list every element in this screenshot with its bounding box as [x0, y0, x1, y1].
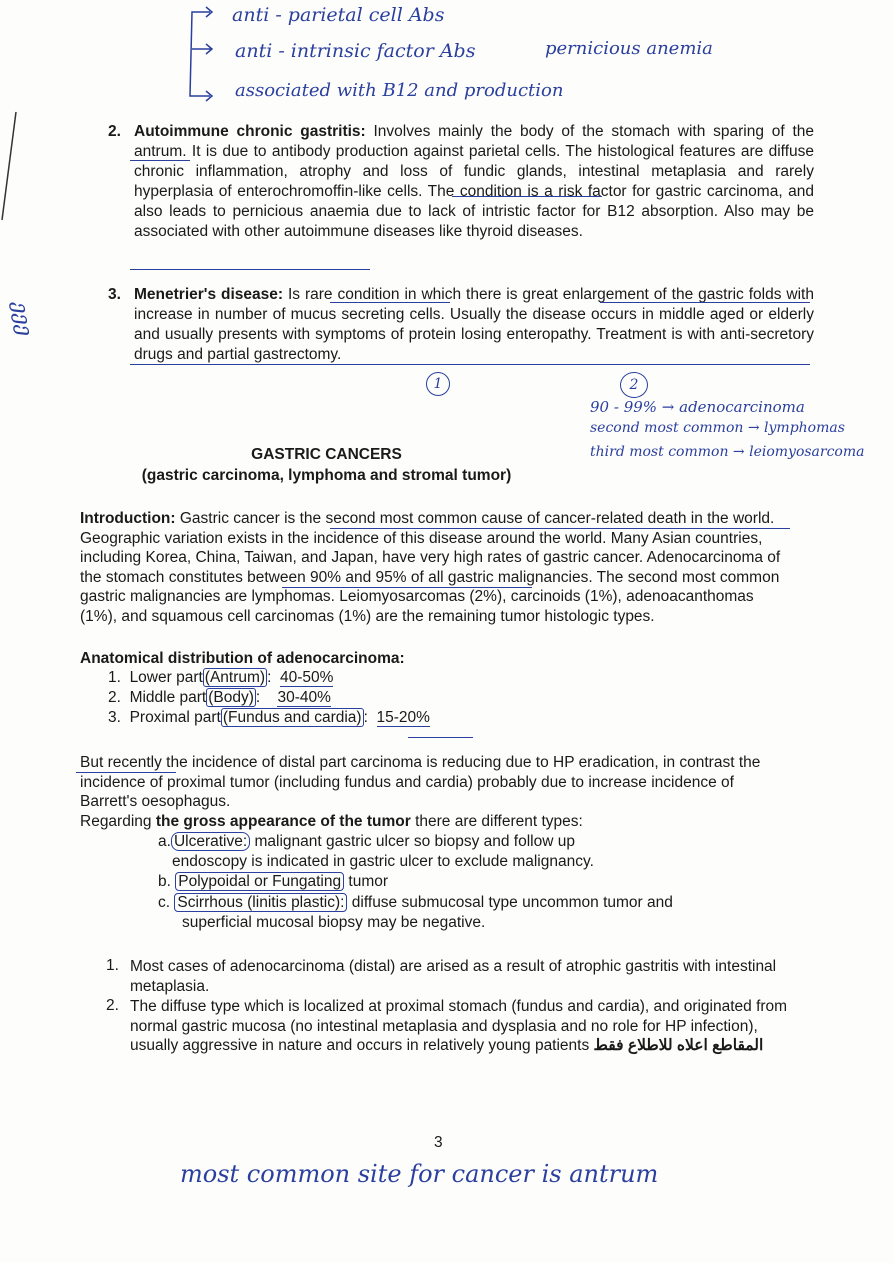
antrum-circled: (Antrum) [204, 669, 266, 686]
type-a-continued: endoscopy is indicated in gastric ulcer to exclude malignancy. [172, 853, 594, 870]
polypoidal-circled: Polypoidal or Fungating [175, 872, 344, 891]
pen-underline [600, 302, 810, 303]
anatomical-item-1: 1. Lower part (Antrum) : 40-50% [108, 669, 334, 686]
anatomical-item-3: 3. Proximal part (Fundus and cardia) : 15-20% [108, 709, 430, 726]
handwritten-pernicious: pernicious anemia [545, 38, 713, 59]
pen-underline [282, 587, 532, 588]
section-2-text: Involves mainly the body of the stomach with sparing of the antrum. It is due to antibody production against parietal cells. The histological features are diffuse chronic inflammation, atrophy and loss of fundic glands, intestinal metaplasia and rarely hyperplasia of enterochromoffin-like cells. The condition is a risk factor for gastric carcinoma, and also leads to pernicious anaemia due to lack of intristic factor for B12 absorption. Also may be associated with other autoimmune diseases like thyroid diseases. [134, 123, 814, 240]
type-b: b. Polypoidal or Fungating tumor [158, 873, 389, 890]
pen-underline [330, 528, 790, 529]
scirrhous-circled: Scirrhous (linitis plastic): [174, 893, 347, 912]
circled-number-1: 1 [426, 372, 450, 396]
handwritten-line-2: anti - intrinsic factor Abs [235, 40, 476, 62]
introduction-label: Introduction: [80, 510, 176, 527]
bracket-arrows-drawing [180, 4, 220, 104]
anatomical-heading: Anatomical distribution of adenocarcinoma: [80, 650, 405, 667]
point-2-number: 2. [106, 997, 119, 1014]
section-2-title: Autoimmune chronic gastritis: [134, 123, 366, 140]
type-c: c. Scirrhous (linitis plastic): diffuse submucosal type uncommon tumor and [158, 894, 673, 911]
pen-underline [130, 364, 810, 365]
type-c-continued: superficial mucosal biopsy may be negative. [182, 914, 486, 931]
point-1-text: Most cases of adenocarcinoma (distal) are arised as a result of atrophic gastritis with intestinal metaplasia. [130, 958, 777, 995]
handwritten-line-3: associated with B12 and production [235, 80, 564, 101]
section-2-number: 2. [108, 123, 121, 140]
body-circled: (Body) [208, 689, 254, 706]
paper-edge-mark [0, 110, 18, 230]
gastric-cancers-subtitle: (gastric carcinoma, lymphoma and stromal tumor) [141, 467, 512, 484]
handwritten-side-note-2: second most common → lymphomas [590, 420, 845, 436]
pen-underline [76, 772, 176, 773]
point-2-text: The diffuse type which is localized at proximal stomach (fundus and cardia), and originated from normal gastric mucosa (no intestinal metaplasia and dysplasia and no role for HP infection), usually aggressive in nature and occurs in relatively young patients المقاطع اعلاه للاطلاع فقط [130, 998, 788, 1054]
section-3-number: 3. [108, 286, 121, 303]
ulcerative-circled: Ulcerative: [171, 832, 250, 851]
type-a: a. Ulcerative: malignant gastric ulcer so biopsy and follow up [158, 833, 575, 850]
introduction-paragraph [80, 509, 792, 626]
handwritten-line-1: anti - parietal cell Abs [232, 4, 445, 26]
handwritten-side-note-1: 90 - 99% → adenocarcinoma [590, 398, 805, 416]
handwritten-side-note-3: third most common → leiomyosarcoma [590, 444, 865, 460]
page-number: 3 [434, 1134, 443, 1151]
fundus-cardia-circled: (Fundus and cardia) [222, 709, 362, 726]
point-1-number: 1. [106, 957, 119, 974]
trend-paragraph: But recently the incidence of distal part carcinoma is reducing due to HP eradication, in contrast the incidence of proximal tumor (including fundus and cardia) probably due to increase incidence of Barrett's oesophagus. [80, 754, 761, 810]
pen-underline [408, 737, 473, 738]
pen-underline [452, 196, 602, 197]
pen-underline [330, 302, 450, 303]
section-3-text: Is rare condition in which there is great enlargement of the gastric folds with increase in number of mucus secreting cells. Usually the disease occurs in middle aged or elderly and usually presents with symptoms of protein losing enteropathy. Treatment is with anti-secretory drugs and partial gastrectomy. [134, 286, 814, 363]
pen-underline [130, 160, 190, 161]
arabic-note: المقاطع اعلاه للاطلاع فقط [593, 1037, 764, 1054]
anatomical-item-2: 2. Middle part (Body) : 30-40% [108, 689, 331, 706]
margin-scribble: ეეე [8, 300, 38, 338]
circled-number-2: 2 [620, 372, 648, 398]
gastric-cancers-title: GASTRIC CANCERS [251, 446, 402, 463]
regarding-line: Regarding the gross appearance of the tumor there are different types: [80, 813, 583, 830]
handwritten-bottom-note: most common site for cancer is antrum [180, 1160, 659, 1188]
introduction-text: Gastric cancer is the second most common cause of cancer-related death in the world. Geographic variation exists in the incidence of this disease around the world. Many Asian countries, including Korea, China, Taiwan, and Japan, have very high rates of gastric cancer. Adenocarcinoma of the stomach constitutes between 90% and 95% of all gastric malignancies. The second most common gastric malignancies are lymphomas. Leiomyosarcomas (2%), carcinoids (1%), adenoacanthomas (1%), and squamous cell carcinomas (1%) are the remaining tumor histologic types. [80, 510, 781, 625]
pen-underline [130, 269, 370, 270]
section-3-title: Menetrier's disease: [134, 286, 284, 303]
